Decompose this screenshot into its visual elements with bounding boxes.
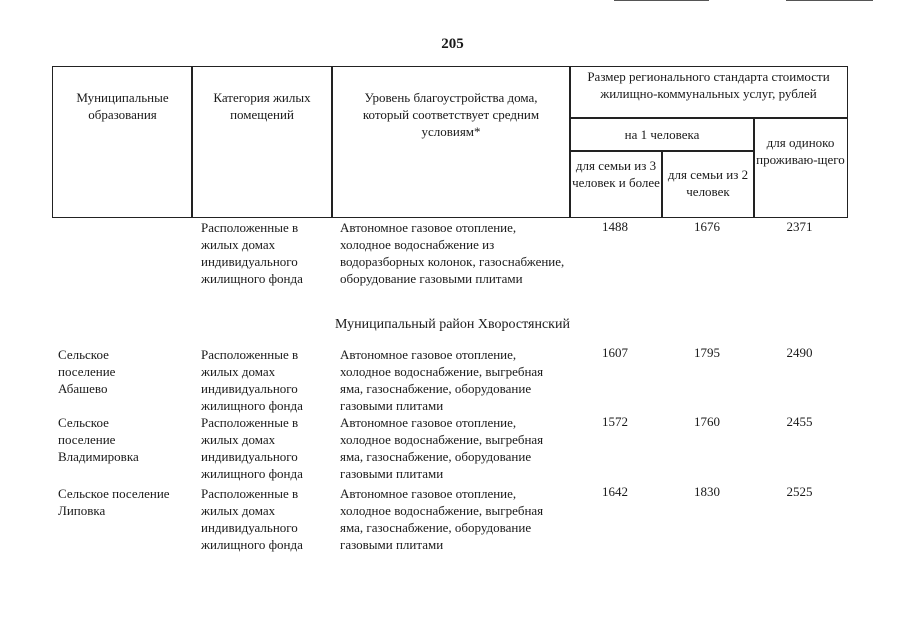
header-cell-single — [753, 117, 848, 218]
header-cell-per-person — [569, 117, 755, 152]
header-cell-category — [191, 66, 333, 218]
row-value-single: 2490 — [786, 345, 813, 360]
row-value-single: 2455 — [786, 414, 813, 429]
row-municipal: Сельское поселение Абашево — [58, 347, 116, 396]
row-category: Расположенные в жилых домах индивидуального жилищного фонда — [201, 347, 303, 413]
header-cell-family2 — [661, 150, 755, 218]
header-per-person-label: на 1 человека — [624, 127, 700, 142]
row-value-family3: 1642 — [602, 484, 628, 499]
header-size-title-label: Размер регионального стандарта стоимости жилищно-коммунальных услуг, рублей — [587, 69, 830, 101]
row-value-single: 2371 — [786, 219, 813, 234]
row-value-family3: 1607 — [602, 345, 628, 360]
row-value-family3: 1488 — [602, 219, 628, 234]
row-value-family2: 1795 — [694, 345, 720, 360]
row-level: Автономное газовое отопление, холодное водоснабжение из водоразборных колонок, газоснабжение, оборудование газовыми плитами — [340, 220, 565, 286]
header-cell-municipal — [52, 66, 193, 218]
header-level-label: Уровень благоустройства дома, который соответствует средним условиям* — [362, 90, 540, 139]
row-category: Расположенные в жилых домах индивидуального жилищного фонда — [201, 486, 303, 552]
row-level: Автономное газовое отопление, холодное водоснабжение, выгребная яма, газоснабжение, оборудование газовыми плитами — [340, 347, 544, 413]
district-title: Муниципальный район Хворостянский — [335, 317, 570, 332]
row-level: Автономное газовое отопление, холодное водоснабжение, выгребная яма, газоснабжение, оборудование газовыми плитами — [340, 486, 544, 552]
header-cell-size-title — [569, 66, 848, 119]
scan-artifact-line — [786, 0, 873, 1]
header-cell-level — [331, 66, 571, 218]
row-category: Расположенные в жилых домах индивидуального жилищного фонда — [201, 220, 303, 286]
row-value-family3: 1572 — [602, 414, 628, 429]
header-family3-label: для семьи из 3 человек и более — [572, 158, 660, 190]
row-level: Автономное газовое отопление, холодное водоснабжение, выгребная яма, газоснабжение, оборудование газовыми плитами — [340, 415, 544, 481]
header-category-label: Категория жилых помещений — [213, 90, 311, 122]
row-category: Расположенные в жилых домах индивидуального жилищного фонда — [201, 415, 303, 481]
row-value-family2: 1760 — [694, 414, 720, 429]
header-municipal-label: Муниципальные образования — [76, 90, 169, 122]
header-single-label: для одиноко проживаю-щего — [756, 135, 845, 167]
row-municipal: Сельское поселение Липовка — [58, 486, 170, 518]
page-number: 205 — [441, 36, 464, 52]
row-value-single: 2525 — [786, 484, 813, 499]
header-cell-family3 — [569, 150, 663, 218]
scan-artifact-line — [614, 0, 709, 1]
row-municipal: Сельское поселение Владимировка — [58, 415, 139, 464]
row-value-family2: 1830 — [694, 484, 720, 499]
header-family2-label: для семьи из 2 человек — [667, 167, 749, 199]
row-value-family2: 1676 — [694, 219, 720, 234]
